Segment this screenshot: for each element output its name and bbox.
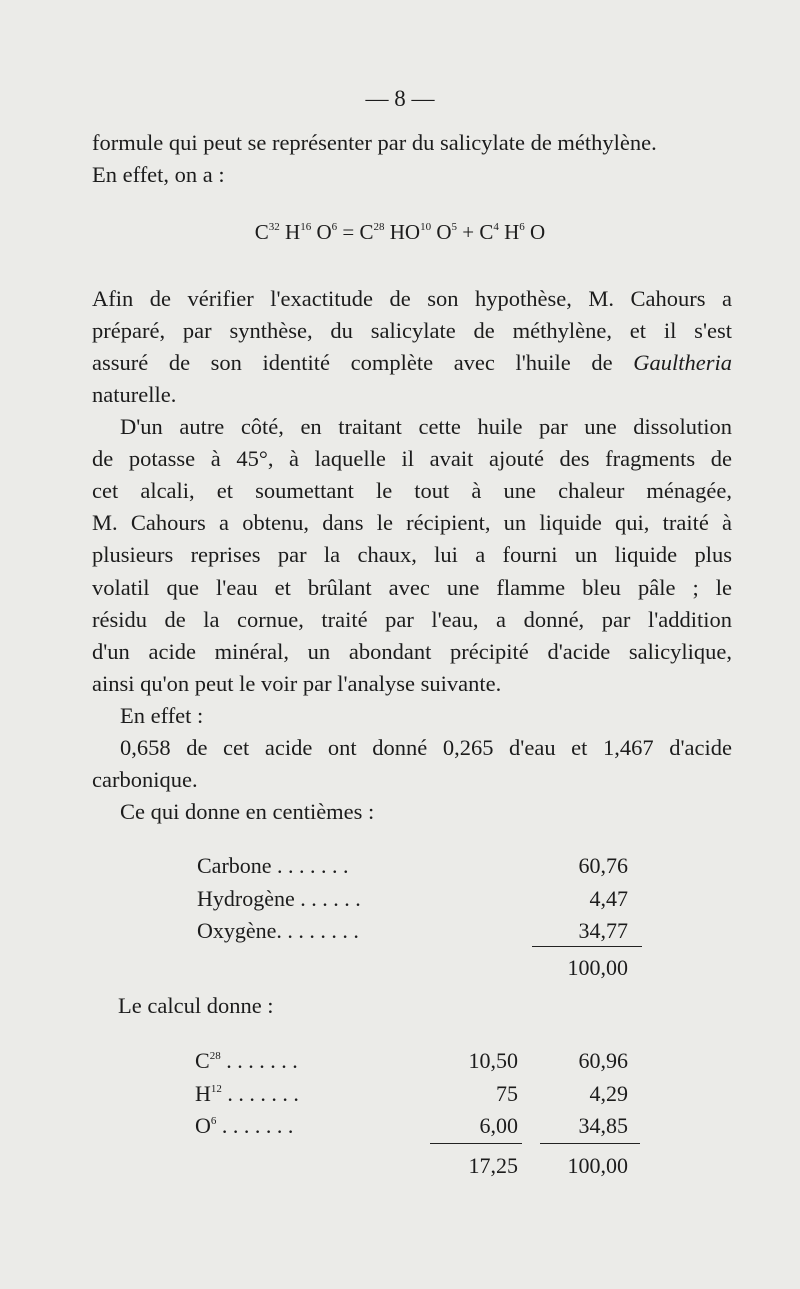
text-line: résidu de la cornue, traité par l'eau, a donné, par l'addition: [92, 607, 732, 632]
table-cell: 6,00: [479, 1113, 518, 1138]
text-line: En effet, on a :: [92, 162, 225, 187]
text-line: formule qui peut se représenter par du salicylate de méthylène.: [92, 130, 657, 155]
text-line: Afin de vérifier l'exactitude de son hypothèse, M. Cahours a: [92, 286, 732, 311]
text-line: plusieurs reprises par la chaux, lui a fourni un liquide plus: [92, 542, 732, 567]
table-row-value: 4,47: [589, 886, 628, 911]
sum-rule: [540, 1143, 640, 1144]
table-total: 100,00: [567, 955, 628, 980]
table-row-label: $O^6$ . . . . . . .: [195, 1113, 294, 1138]
text-line: préparé, par synthèse, du salicylate de méthylène, et il s'est: [92, 318, 732, 343]
table-cell: 10,50: [468, 1048, 518, 1073]
table-row-label: $C^{28}$ . . . . . . .: [195, 1048, 298, 1073]
sum-rule: [532, 946, 642, 947]
text-line: 0,658 de cet acide ont donné 0,265 d'eau et 1,467 d'acide: [120, 735, 732, 760]
text-line: naturelle.: [92, 382, 177, 407]
table-row-value: 60,76: [578, 853, 628, 878]
sum-rule: [430, 1143, 522, 1144]
table-row-label: Hydrogène . . . . . .: [197, 886, 361, 911]
text-line: d'un acide minéral, un abondant précipité d'acide salicylique,: [92, 639, 732, 664]
table-row-label: Oxygène. . . . . . . .: [197, 918, 359, 943]
page-number: — 8 —: [365, 86, 435, 111]
table-total: 17,25: [468, 1153, 518, 1178]
text-line: Le calcul donne :: [118, 993, 274, 1018]
text-line: En effet :: [120, 703, 204, 728]
table-cell: 34,85: [578, 1113, 628, 1138]
text-line: volatil que l'eau et brûlant avec une flamme bleu pâle ; le: [92, 575, 732, 600]
text-line: assuré de son identité complète avec l'huile de Gaultheria: [92, 350, 732, 375]
table-cell: 75: [496, 1081, 518, 1106]
text-line: de potasse à 45°, à laquelle il avait ajouté des fragments de: [92, 446, 732, 471]
text-line: ainsi qu'on peut le voir par l'analyse suivante.: [92, 671, 502, 696]
table-row-label: $H^{12}$ . . . . . . .: [195, 1081, 299, 1106]
table-cell: 4,29: [589, 1081, 628, 1106]
text-line: D'un autre côté, en traitant cette huile par une dissolution: [120, 414, 732, 439]
text-line: cet alcali, et soumettant le tout à une chaleur ménagée,: [92, 478, 732, 503]
text-line: M. Cahours a obtenu, dans le récipient, un liquide qui, traité à: [92, 510, 732, 535]
text-line: carbonique.: [92, 767, 198, 792]
text-line: Ce qui donne en centièmes :: [120, 799, 375, 824]
table-row-label: Carbone . . . . . . .: [197, 853, 349, 878]
table-cell: 60,96: [578, 1048, 628, 1073]
table-row-value: 34,77: [578, 918, 628, 943]
chemical-equation: $C^{32}$ $H^{16}$ $O^6 = C^{28}$ HO$^{10}$ $O^5 + C^4$ $H^6$ O: [254, 220, 546, 244]
table-total: 100,00: [567, 1153, 628, 1178]
